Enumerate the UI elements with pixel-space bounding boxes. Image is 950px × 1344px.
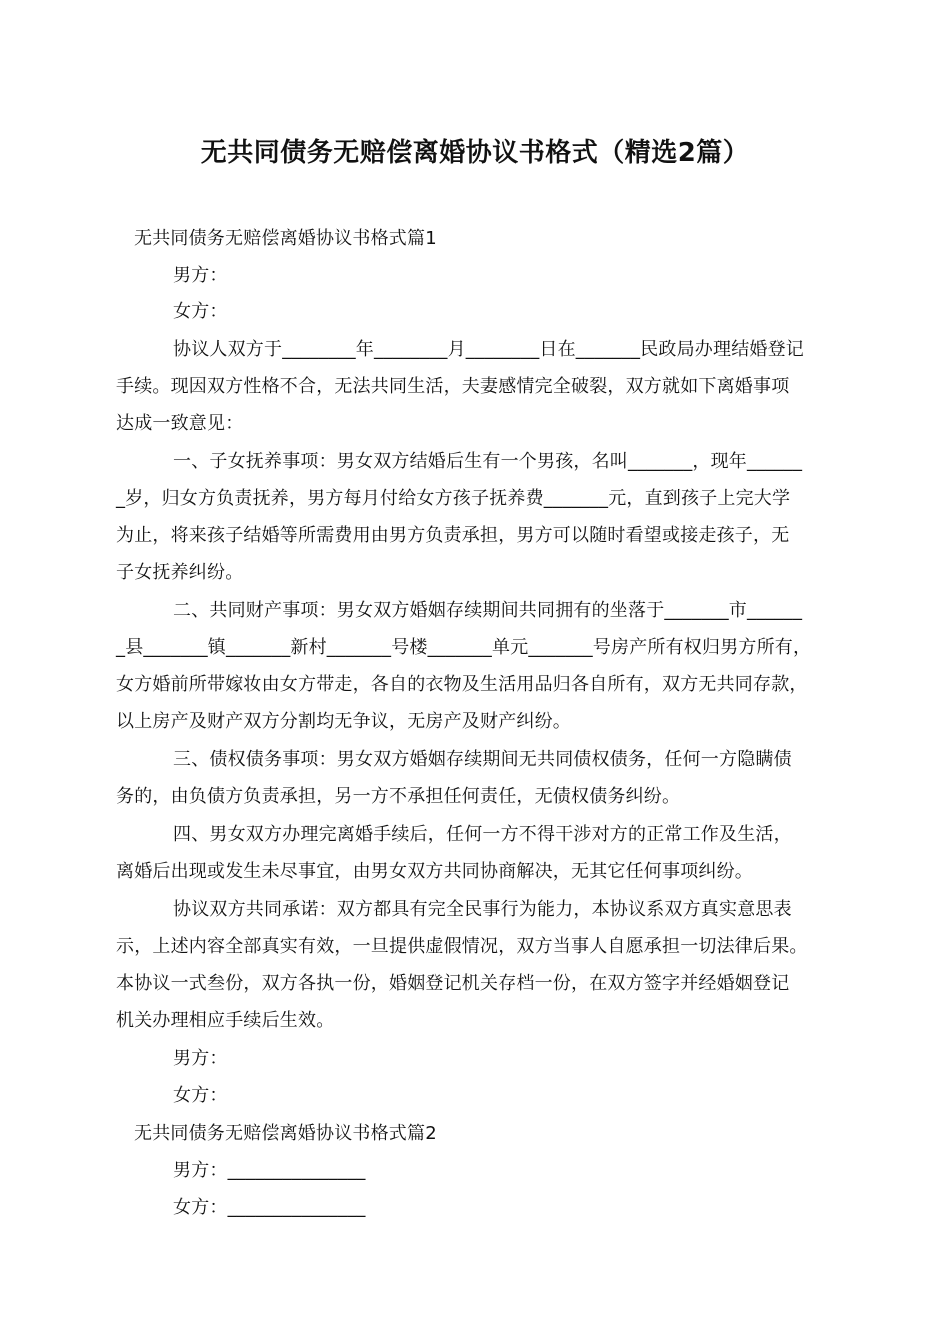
paragraph-line: 以上房产及财产双方分割均无争议，无房产及财产纠纷。 <box>116 711 571 732</box>
paragraph-line: 子女抚养纠纷。 <box>116 562 244 583</box>
female-signature-label: 女方： <box>173 1085 228 1106</box>
paragraph-line: 为止，将来孩子结婚等所需费用由男方负责承担，男方可以随时看望或接走孩子，无 <box>116 525 790 546</box>
female-party-label: 女方： <box>173 301 228 322</box>
paragraph-line: 女方婚前所带嫁妆由女方带走，各自的衣物及生活用品归各自所有，双方无共同存款， <box>116 674 808 695</box>
paragraph-line: 一、子女抚养事项：男女双方结婚后生有一个男孩，名叫_______，现年______ <box>173 451 803 472</box>
paragraph-line: 二、共同财产事项：男女双方婚姻存续期间共同拥有的坐落于_______市______ <box>173 600 803 621</box>
section-heading-2: 无共同债务无赔偿离婚协议书格式篇2 <box>134 1123 437 1144</box>
paragraph-line: 三、债权债务事项：男女双方婚姻存续期间无共同债权债务，任何一方隐瞒债 <box>173 749 792 770</box>
paragraph-line: 机关办理相应手续后生效。 <box>116 1010 335 1031</box>
section-heading-1: 无共同债务无赔偿离婚协议书格式篇1 <box>134 228 437 249</box>
paragraph-line: 本协议一式叁份，双方各执一份，婚姻登记机关存档一份，在双方签字并经婚姻登记 <box>116 973 790 994</box>
paragraph-line: 四、男女双方办理完离婚手续后，任何一方不得干涉对方的正常工作及生活， <box>173 824 792 845</box>
paragraph-line: 协议人双方于________年________月________日在_______民政局办理结婚登记 <box>173 339 804 360</box>
male-party-label: 男方： <box>173 265 228 286</box>
paragraph-line: 务的，由负债方负责承担，另一方不承担任何责任，无债权债务纠纷。 <box>116 786 681 807</box>
paragraph-line: 示，上述内容全部真实有效，一旦提供虚假情况，双方当事人自愿承担一切法律后果。 <box>116 936 808 957</box>
paragraph-line: 离婚后出现或发生未尽事宜，由男女双方共同协商解决，无其它任何事项纠纷。 <box>116 861 753 882</box>
male-signature-label: 男方： <box>173 1048 228 1069</box>
paragraph-line: 协议双方共同承诺：双方都具有完全民事行为能力，本协议系双方真实意思表 <box>173 899 792 920</box>
document-title: 无共同债务无赔偿离婚协议书格式（精选2篇） <box>200 138 750 168</box>
paragraph-line: 手续。现因双方性格不合，无法共同生活，夫妻感情完全破裂，双方就如下离婚事项 <box>116 376 790 397</box>
paragraph-line: _县_______镇_______新村_______号楼_______单元_______号房产所有权归男方所有， <box>116 637 812 658</box>
male-party-field: 男方：_______________ <box>173 1160 366 1181</box>
paragraph-line: 达成一致意见： <box>116 413 244 434</box>
female-party-field: 女方：_______________ <box>173 1197 366 1218</box>
paragraph-line: _岁，归女方负责抚养，男方每月付给女方孩子抚养费_______元，直到孩子上完大学 <box>116 488 791 509</box>
